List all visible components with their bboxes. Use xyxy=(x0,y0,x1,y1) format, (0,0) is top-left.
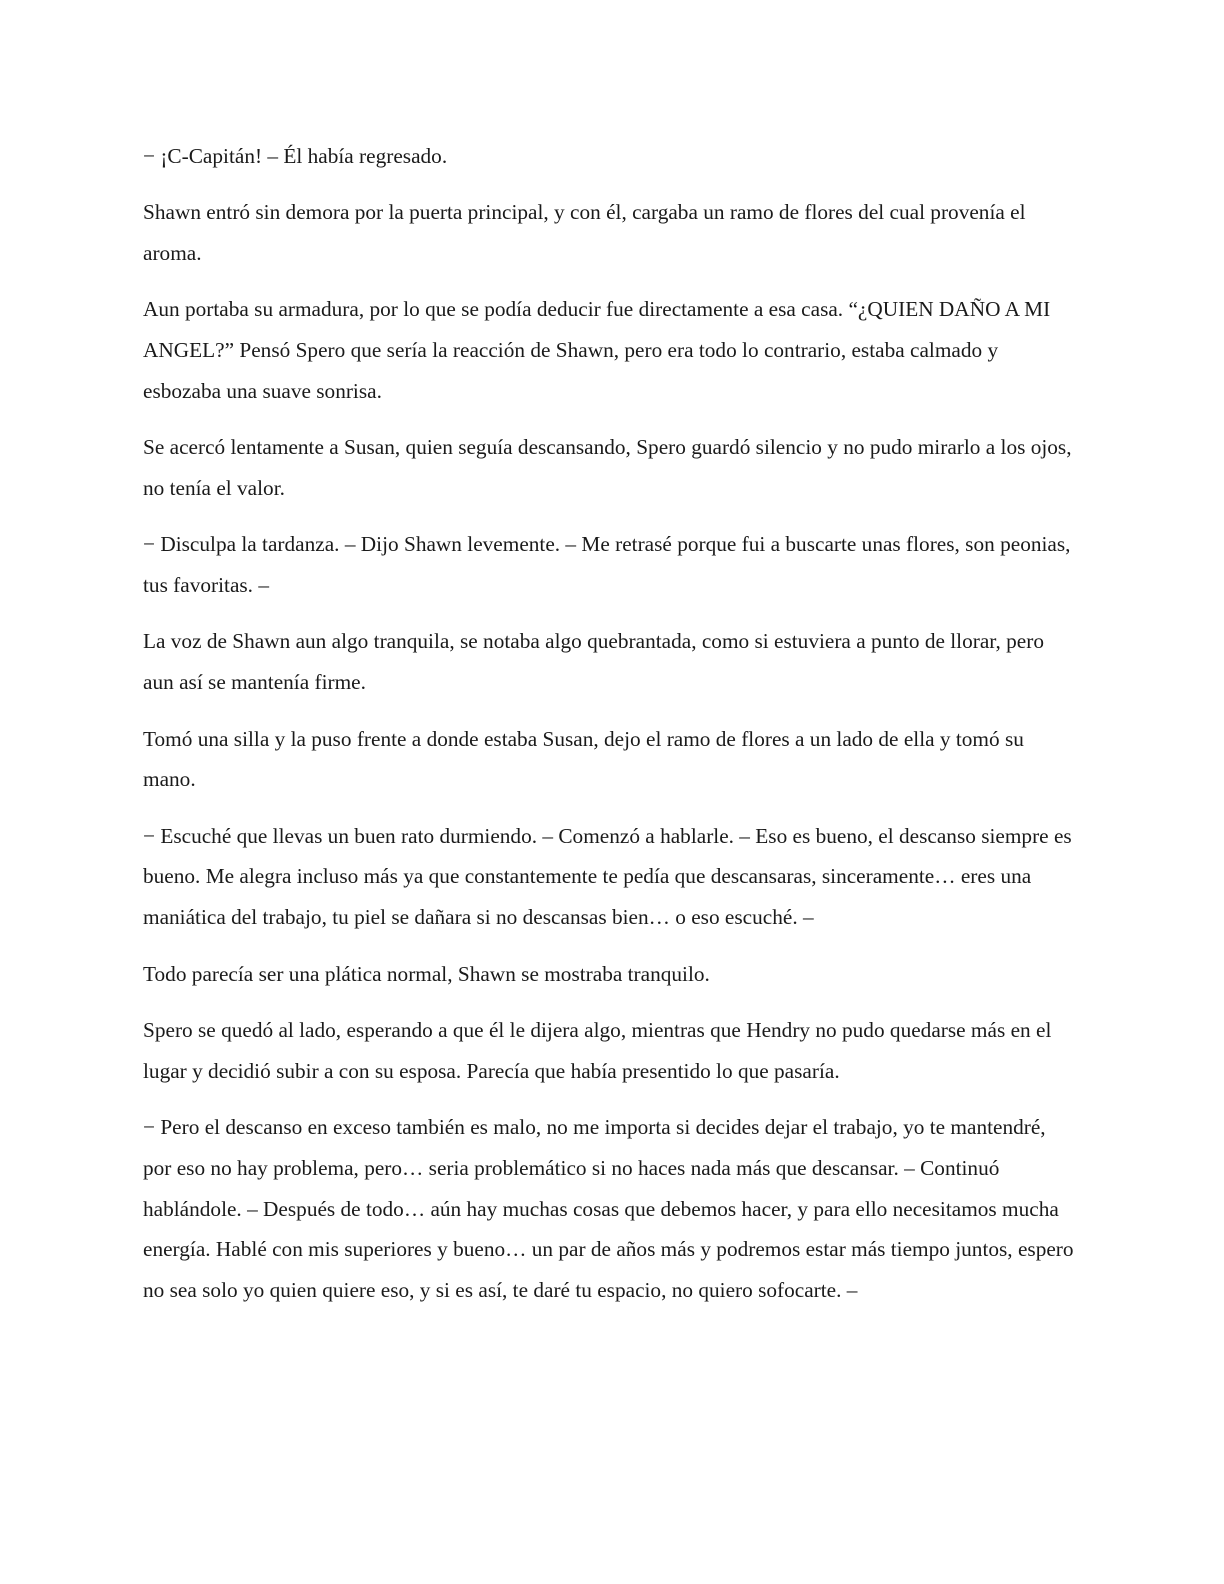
paragraph-3: Aun portaba su armadura, por lo que se podía deducir fue directamente a esa casa. “¿QUIEN DAÑO A MI ANGEL?” Pensó Spero que sería la reacción de Shawn, pero era todo lo contrario, estaba calmado y esbozaba una suave sonrisa. xyxy=(143,297,1051,403)
paragraph-1: − ¡C-Capitán! – Él había regresado. xyxy=(143,144,448,168)
paragraph-9: Todo parecía ser una plática normal, Shawn se mostraba tranquilo. xyxy=(143,961,710,986)
paragraph-2: Shawn entró sin demora por la puerta principal, y con él, cargaba un ramo de flores del cual provenía el aroma. xyxy=(143,200,1026,266)
paragraph-7: Tomó una silla y la puso frente a donde estaba Susan, dejo el ramo de flores a un lado de ella y tomó su mano. xyxy=(143,726,1024,792)
paragraph-6: La voz de Shawn aun algo tranquila, se notaba algo quebrantada, como si estuviera a punto de llorar, pero aun así se mantenía firme. xyxy=(143,629,1044,695)
paragraph-8: − Escuché que llevas un buen rato durmiendo. – Comenzó a hablarle. – Eso es bueno, el descanso siempre es bueno. Me alegra incluso más ya que constantemente te pedía que descansaras, sinceramente… eres una maniática del trabajo, tu piel se dañara si no descansas bien… o eso escuché. – xyxy=(143,823,1072,930)
document-page xyxy=(143,136,1078,1326)
paragraph-10: Spero se quedó al lado, esperando a que él le dijera algo, mientras que Hendry no pudo quedarse más en el lugar y decidió subir a con su esposa. Parecía que había presentido lo que pasaría. xyxy=(143,1017,1052,1083)
paragraph-5: − Disculpa la tardanza. – Dijo Shawn levemente. – Me retrasé porque fui a buscarte unas flores, son peonias, tus favoritas. – xyxy=(143,532,1071,598)
paragraph-11: − Pero el descanso en exceso también es malo, no me importa si decides dejar el trabajo, yo te mantendré, por eso no hay problema, pero… seria problemático si no haces nada más que descansar. – Continuó hablándole. – Después de todo… aún hay muchas cosas que debemos hacer, y para ello necesitamos mucha energía. Hablé con mis superiores y bueno… un par de años más y podremos estar más tiempo juntos, espero no sea solo yo quien quiere eso, y si es así, te daré tu espacio, no quiero sofocarte. – xyxy=(143,1114,1074,1303)
paragraph-4: Se acercó lentamente a Susan, quien seguía descansando, Spero guardó silencio y no pudo mirarlo a los ojos, no tenía el valor. xyxy=(143,435,1072,501)
